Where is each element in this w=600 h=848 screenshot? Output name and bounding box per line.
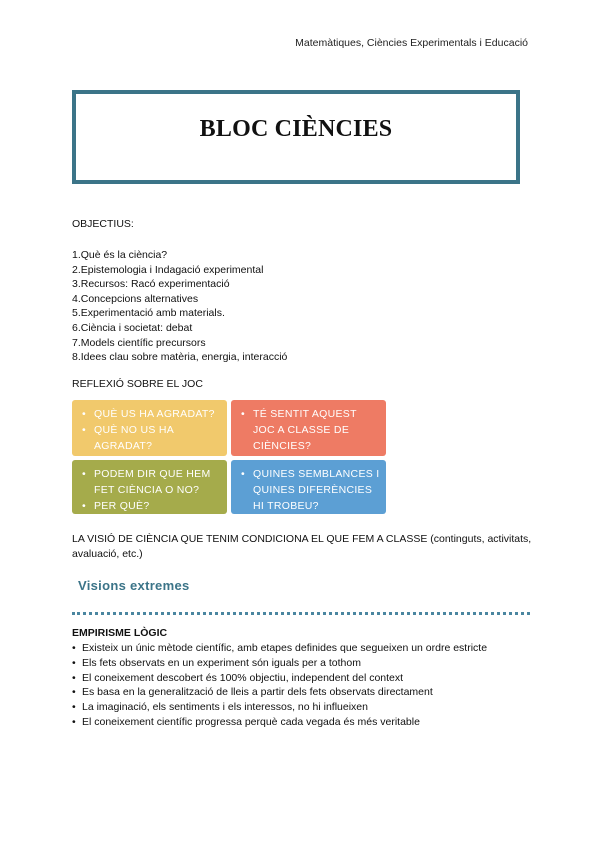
quadrant-item: • QUÈ NO US HA AGRADAT? xyxy=(80,422,221,454)
list-item: • Existeix un únic mètode científic, amb etapes definides que segueixen un ordre estricte xyxy=(72,641,487,656)
empirisme-list xyxy=(72,641,487,730)
quadrant-item: • QUINES SEMBLANCES I QUINES DIFERÈNCIES HI TROBEU? xyxy=(239,466,380,514)
reflexio-quadrant-yellow xyxy=(72,400,227,456)
quadrant-item: • TÉ SENTIT AQUEST JOC A CLASSE DE CIÈNCIES? xyxy=(239,406,380,454)
objectius-label: OBJECTIUS: xyxy=(72,218,134,230)
reflexio-label: REFLEXIÓ SOBRE EL JOC xyxy=(72,378,203,390)
list-item: • El coneixement científic progressa perquè cada vegada és més veritable xyxy=(72,715,487,730)
list-item: 1.Què és la ciència? xyxy=(72,249,168,261)
list-item: 2.Epistemologia i Indagació experimental xyxy=(72,263,264,276)
quadrant-item: • PODEM DIR QUE HEM FET CIÈNCIA O NO? xyxy=(80,466,221,498)
quadrant-item: • PER QUÈ? xyxy=(80,498,221,514)
list-item: • Es basa en la generalització de lleis a partir dels fets observats directament xyxy=(72,685,487,700)
running-header: Matemàtiques, Ciències Experimentals i Educació xyxy=(295,37,528,49)
list-item: 7.Models científic precursors xyxy=(72,336,206,349)
list-item: • La imaginació, els sentiments i els interessos, no hi influeixen xyxy=(72,700,487,715)
dotted-divider xyxy=(72,612,530,615)
list-item: 4.Concepcions alternatives xyxy=(72,292,199,305)
list-item: • Els fets observats en un experiment són iguals per a tothom xyxy=(72,656,487,671)
list-item: • El coneixement descobert és 100% objectiu, independent del context xyxy=(72,671,487,686)
visio-paragraph: LA VISIÓ DE CIÈNCIA QUE TENIM CONDICIONA EL QUE FEM A CLASSE (continguts, activitats, avaluació, etc.) xyxy=(72,533,532,560)
reflexio-quadrant-red xyxy=(231,400,386,456)
list-item: 6.Ciència i societat: debat xyxy=(72,321,193,334)
reflexio-quadrant-green xyxy=(72,460,227,514)
reflexio-quadrant-blue xyxy=(231,460,386,514)
quadrant-item: • QUÈ US HA AGRADAT? xyxy=(80,406,221,422)
objectius-list xyxy=(72,248,287,365)
empirisme-title: EMPIRISME LÒGIC xyxy=(72,627,168,639)
list-item: 8.Idees clau sobre matèria, energia, interacció xyxy=(72,351,288,364)
page-title: BLOC CIÈNCIES xyxy=(199,116,393,142)
section-heading: Visions extremes xyxy=(78,578,190,593)
list-item: 5.Experimentació amb materials. xyxy=(72,307,225,320)
list-item: 3.Recursos: Racó experimentació xyxy=(72,278,230,291)
title-box xyxy=(72,90,520,184)
